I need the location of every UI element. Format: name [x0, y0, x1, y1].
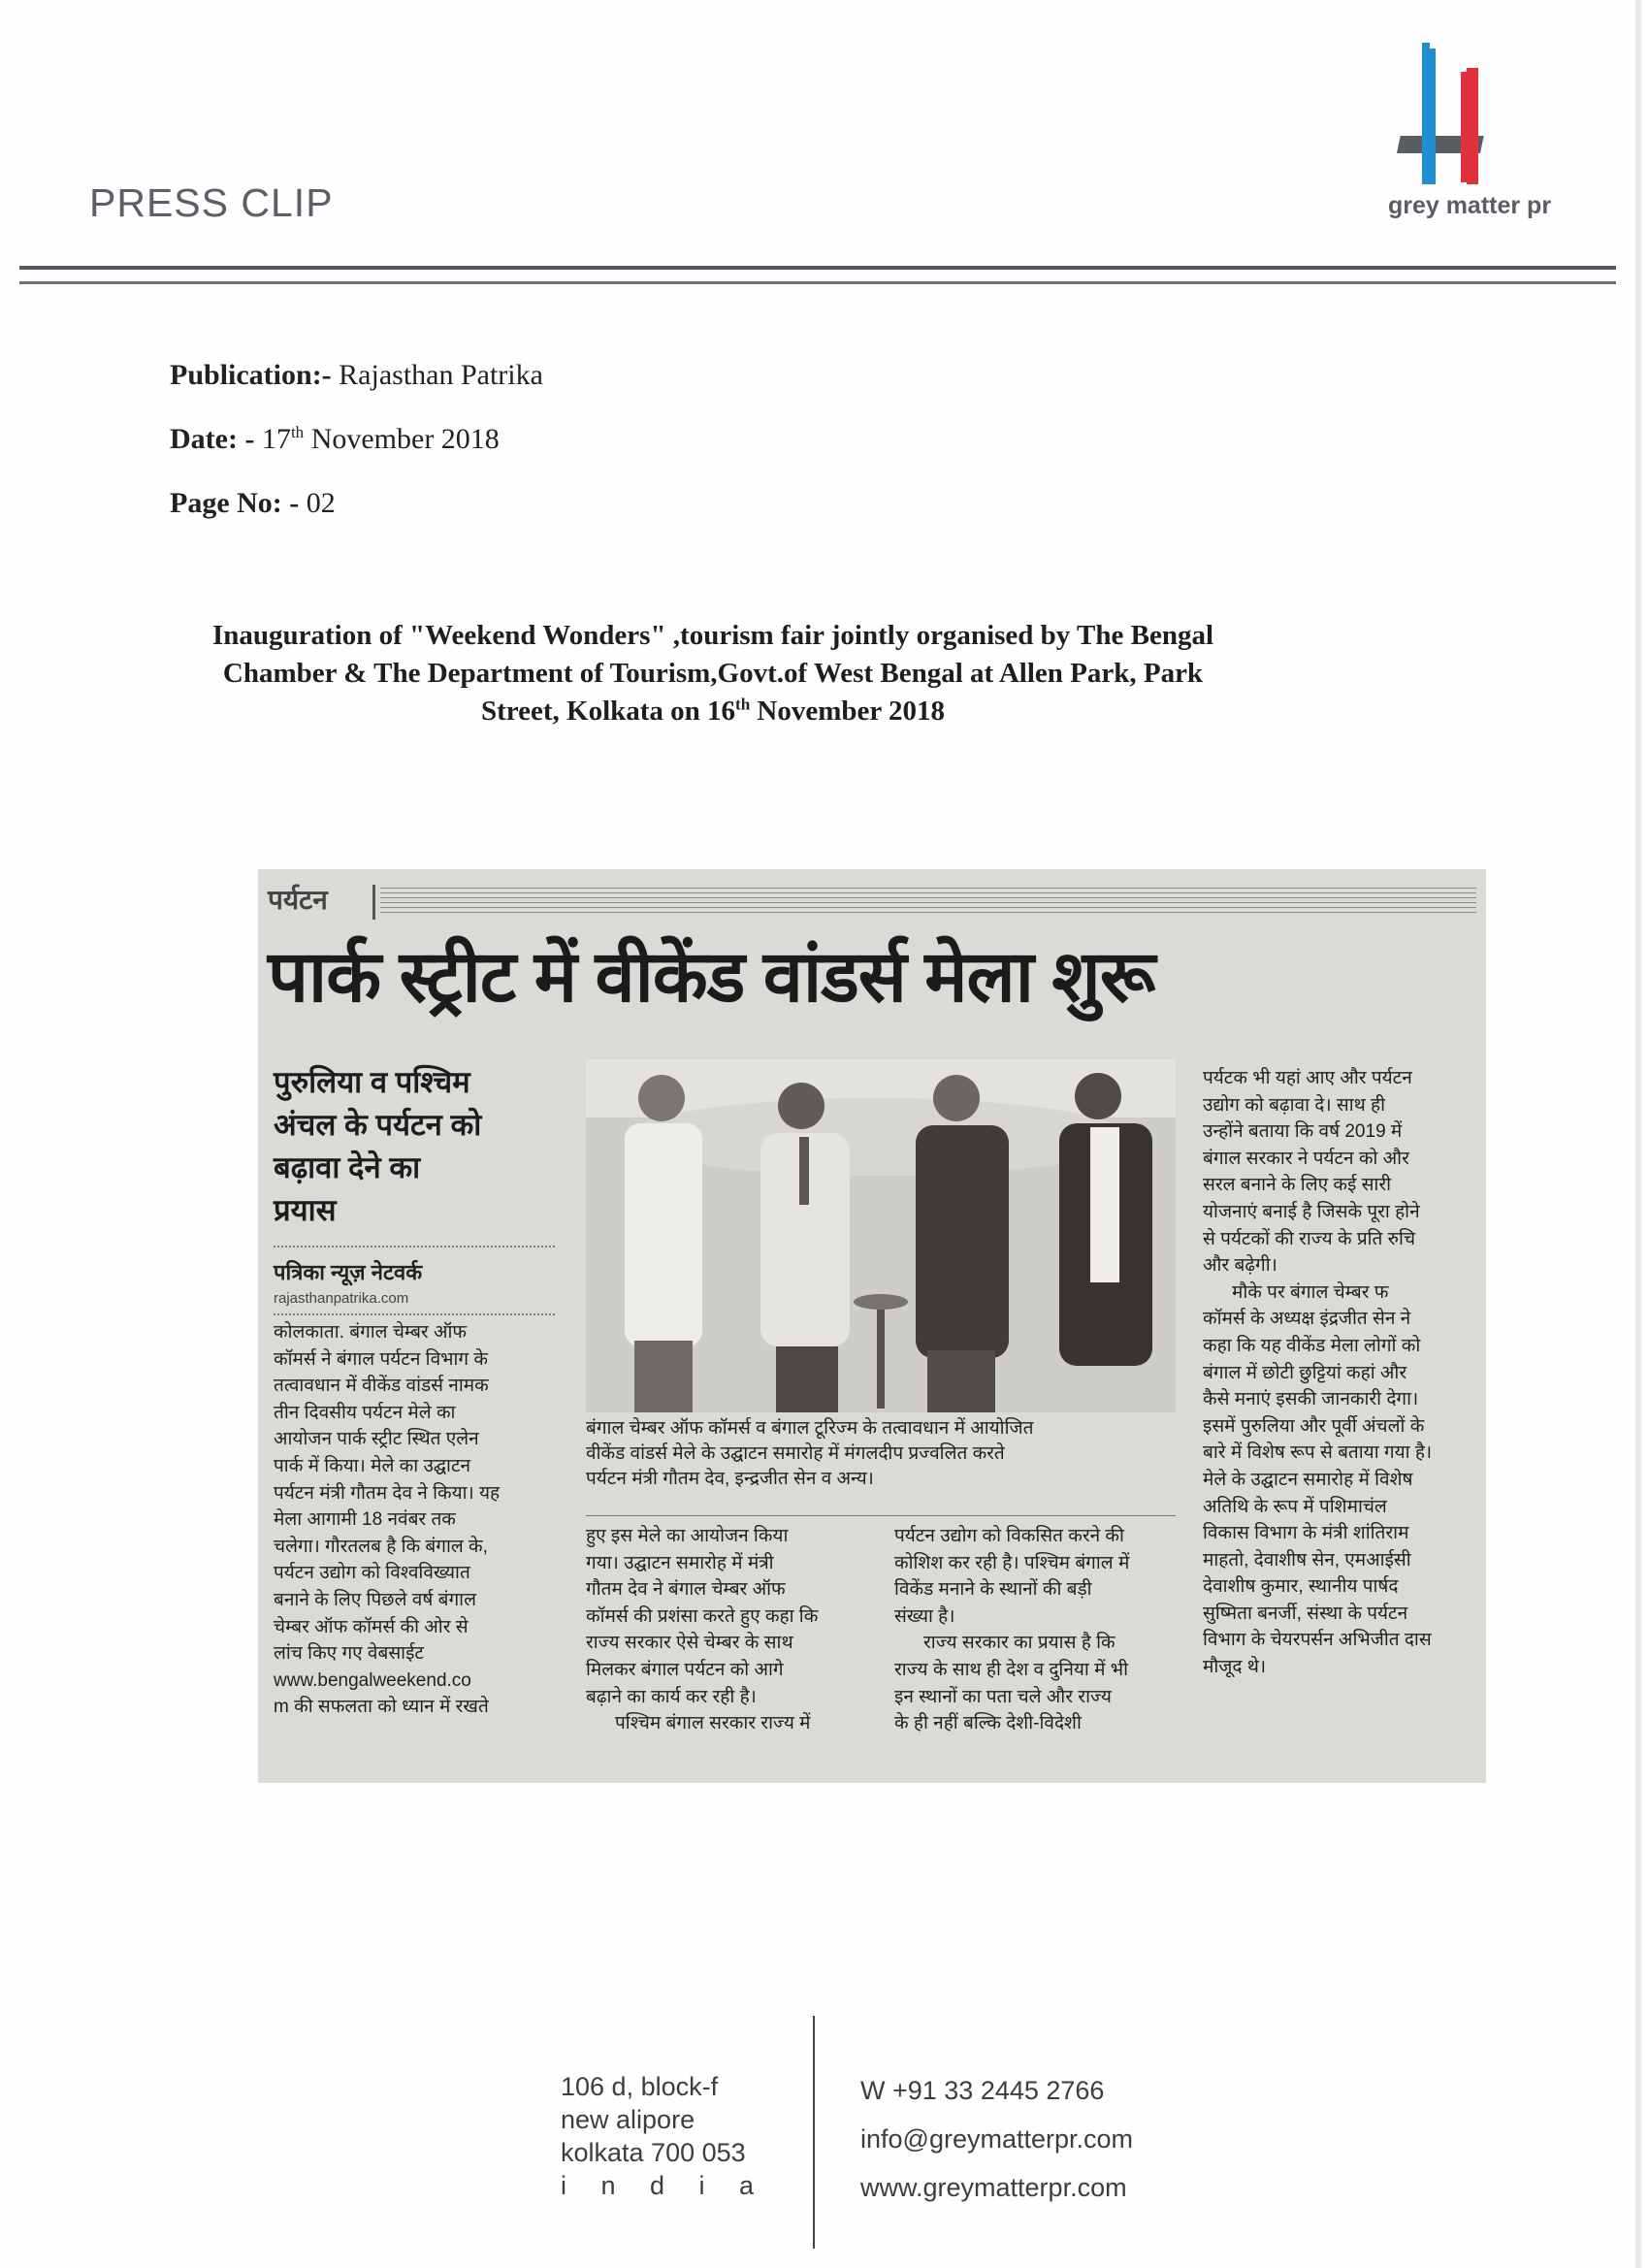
publication-line — [170, 359, 543, 392]
press-clip-title: PRESS CLIP — [89, 180, 334, 225]
text-line: मौजूद थे। — [1203, 1657, 1267, 1678]
publication-label: Publication:- — [170, 359, 332, 391]
section-rule-lines — [380, 888, 1476, 915]
text-line: गया। उद्घाटन समारोह में मंत्री — [586, 1552, 774, 1573]
text-line: उन्होंने बताया कि वर्ष 2019 में — [1203, 1121, 1403, 1143]
caption-text-line: वीकेंड वांडर्स मेले के उद्घाटन समारोह में मंगलदीप प्रज्वलित करते — [586, 1443, 1005, 1464]
text-line: बंगाल में छोटी छुट्टियां कहां और — [1203, 1362, 1407, 1383]
text-line: चलेगा। गौरतलब है कि बंगाल के, — [274, 1536, 488, 1557]
text-line: पर्यटक भी यहां आए और पर्यटन — [1203, 1068, 1412, 1088]
subhead-dotted-rule — [274, 1246, 555, 1247]
photo-caption — [586, 1416, 1168, 1492]
text-line: मिलकर बंगाल पर्यटन को आगे — [586, 1659, 784, 1680]
subhead-line: अंचल के पर्यटन को — [274, 1108, 482, 1142]
page-value: 02 — [306, 487, 336, 519]
caption-line-3-sup: th — [735, 695, 751, 714]
text-line: अतिथि के रूप में पशिमाचंल — [1203, 1496, 1387, 1517]
text-line: पर्यटन उद्योग को विकसित करने की — [894, 1526, 1124, 1546]
text-line: कोशिश कर रही है। पश्चिम बंगाल में — [894, 1552, 1130, 1573]
text-line: सुष्मिता बनर्जी, संस्था के पर्यटन — [1203, 1603, 1408, 1624]
text-line: कोलकाता. बंगाल चेम्बर ऑफ — [274, 1322, 468, 1343]
text-line: देवाशीष कुमार, स्थानीय पार्षद — [1203, 1576, 1399, 1598]
text-line: विकास विभाग के मंत्री शांतिराम — [1203, 1523, 1409, 1544]
caption-text-line: पर्यटन मंत्री गौतम देव, इन्द्रजीत सेन व अन्य। — [586, 1469, 874, 1489]
byline-url: rajasthanpatrika.com — [274, 1290, 409, 1307]
article-subhead — [274, 1061, 565, 1232]
page-number-line — [170, 487, 336, 520]
article-column-2 — [586, 1523, 873, 1737]
text-line: राज्य सरकार ऐसे चेम्बर के साथ — [586, 1633, 793, 1654]
caption-line-1: Inauguration of "Weekend Wonders" ,tourism fair jointly organised by The Bengal — [211, 620, 1214, 651]
text-line: मौके पर बंगाल चेम्बर फ — [1232, 1281, 1389, 1303]
text-line: गौतम देव ने बंगाल चेम्बर ऑफ — [586, 1579, 786, 1601]
article-headline: पार्क स्ट्रीट में वीकेंड वांडर्स मेला शुरू — [268, 936, 1155, 1017]
text-line: पर्यटन मंत्री गौतम देव ने किया। यह — [274, 1482, 501, 1504]
text-line: उद्योग को बढ़ावा दे। साथ ही — [1203, 1094, 1386, 1116]
subhead-line: प्रयास — [274, 1193, 337, 1227]
caption-line-3-post: November 2018 — [757, 696, 945, 727]
section-label: पर्यटन — [268, 885, 328, 915]
event-caption — [146, 617, 1280, 730]
subhead-line: बढ़ावा देने का — [274, 1150, 421, 1184]
text-line: तत्वावधान में वीकेंड वांडर्स नामक — [274, 1376, 489, 1397]
text-line: कैसे मनाएं इसकी जानकारी देगा। — [1203, 1389, 1419, 1410]
text-line: चेम्बर ऑफ कॉमर्स की ओर से — [274, 1616, 469, 1637]
footer-phone: W +91 33 2445 2766 — [860, 2076, 1105, 2105]
header-rule-bottom — [19, 281, 1616, 284]
article-column-4 — [1203, 1065, 1484, 1681]
page-label: Page No: - — [170, 487, 300, 519]
footer-email[interactable]: info@greymatterpr.com — [860, 2124, 1134, 2154]
footer-address — [561, 2070, 767, 2202]
date-suffix: th — [290, 423, 305, 441]
text-line: के ही नहीं बल्कि देशी-विदेशी — [894, 1713, 1082, 1734]
text-line: योजनाएं बनाई है जिसके पूरा होने — [1203, 1201, 1420, 1222]
text-line: इन स्थानों का पता चले और राज्य — [894, 1686, 1112, 1707]
footer-website[interactable]: www.greymatterpr.com — [860, 2173, 1127, 2202]
address-line: i n d i a — [561, 2171, 768, 2200]
address-line: new alipore — [561, 2105, 695, 2134]
date-day: 17 — [261, 423, 291, 455]
subhead-line: पुरुलिया व पश्चिम — [274, 1065, 470, 1099]
text-line: से पर्यटकों की राज्य के प्रति रुचि — [1203, 1228, 1416, 1249]
byline-dotted-rule — [274, 1313, 555, 1315]
text-line: www.bengalweekend.co — [274, 1669, 471, 1691]
text-line: कॉमर्स ने बंगाल पर्यटन विभाग के — [274, 1348, 488, 1370]
byline: पत्रिका न्यूज़ नेटवर्क — [274, 1260, 423, 1284]
article-column-3 — [894, 1523, 1181, 1737]
address-line: kolkata 700 053 — [561, 2138, 746, 2167]
text-line: मेला आगामी 18 नवंबर तक — [274, 1509, 456, 1531]
text-line: बंगाल सरकार ने पर्यटन को और — [1203, 1148, 1409, 1169]
logo-mark-icon — [1377, 39, 1562, 194]
caption-text-line: बंगाल चेम्बर ऑफ कॉमर्स व बंगाल टूरिज्म के तत्वावधान में आयोजित — [586, 1418, 1034, 1439]
text-line: बढ़ाने का कार्य कर रही है। — [586, 1686, 757, 1707]
text-line: संख्या है। — [894, 1605, 955, 1627]
text-line: सरल बनाने के लिए कई सारी — [1203, 1175, 1392, 1196]
address-line: 106 d, block-f — [561, 2072, 719, 2101]
date-line — [170, 423, 500, 456]
caption-line-2: Chamber & The Department of Tourism,Govt.of West Bengal at Allen Park, Park — [222, 658, 1204, 689]
text-line: कॉमर्स की प्रशंसा करते हुए कहा कि — [586, 1605, 819, 1627]
text-line: विभाग के चेयरपर्सन अभिजीत दास — [1203, 1630, 1432, 1651]
text-line: पश्चिम बंगाल सरकार राज्य में — [615, 1713, 811, 1734]
text-line: इसमें पुरुलिया और पूर्वी अंचलों के — [1203, 1415, 1425, 1437]
text-line: कॉमर्स के अध्यक्ष इंद्रजीत सेन ने — [1203, 1309, 1411, 1330]
text-line: तीन दिवसीय पर्यटन मेले का — [274, 1402, 456, 1423]
footer-divider — [813, 2016, 815, 2249]
text-line: लांच किए गए वेबसाईट — [274, 1643, 425, 1665]
header-rule-top — [19, 266, 1616, 270]
section-divider — [372, 885, 375, 920]
text-line: माहतो, देवाशीष सेन, एमआईसी — [1203, 1549, 1411, 1571]
caption-line-3 — [146, 693, 1280, 730]
grey-matter-logo — [1377, 39, 1562, 233]
text-line: राज्य सरकार का प्रयास है कि — [923, 1633, 1116, 1654]
text-line: पर्यटन उद्योग को विश्वविख्यात — [274, 1563, 470, 1584]
text-line: m की सफलता को ध्यान में रखते — [274, 1697, 489, 1718]
article-column-1 — [274, 1319, 561, 1721]
text-line: विकेंड मनाने के स्थानों की बड़ी — [894, 1579, 1092, 1601]
text-line: हुए इस मेले का आयोजन किया — [586, 1526, 789, 1546]
footer-contact — [860, 2066, 1133, 2212]
text-line: बारे में विशेष रूप से बताया गया है। — [1203, 1442, 1433, 1464]
publication-value: Rajasthan Patrika — [339, 359, 543, 391]
text-line: राज्य के साथ ही देश व दुनिया में भी — [894, 1659, 1129, 1680]
caption-line-3-pre: Street, Kolkata on 16 — [480, 696, 736, 727]
text-line: पार्क में किया। मेले का उद्घाटन — [274, 1455, 471, 1476]
event-photo — [586, 1059, 1176, 1412]
date-rest: November 2018 — [310, 423, 500, 455]
caption-rule — [586, 1515, 1176, 1516]
text-line: कहा कि यह वीकेंड मेला लोगों को — [1203, 1335, 1421, 1356]
date-label: Date: - — [170, 423, 255, 455]
text-line: आयोजन पार्क स्ट्रीट स्थित एलेन — [274, 1429, 479, 1450]
text-line: और बढ़ेगी। — [1203, 1255, 1277, 1277]
text-line: बनाने के लिए पिछले वर्ष बंगाल — [274, 1589, 476, 1610]
text-line: मेले के उद्घाटन समारोह में विशेष — [1203, 1469, 1413, 1490]
logo-text: grey matter pr — [1387, 192, 1552, 219]
